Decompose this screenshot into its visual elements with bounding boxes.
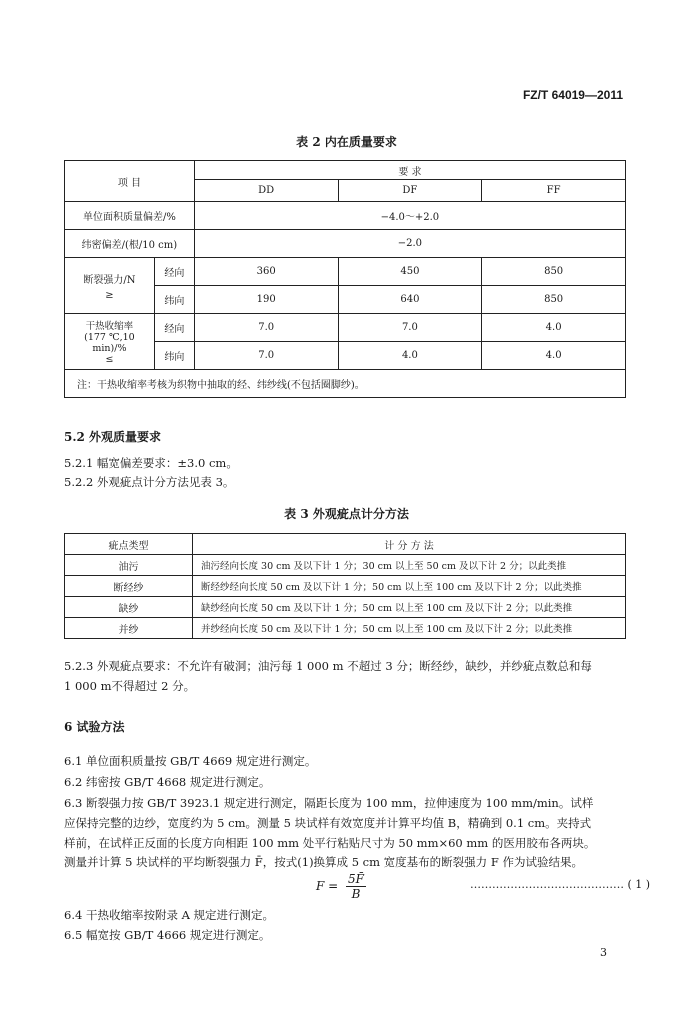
table-row (65, 618, 626, 639)
strength-label-text: 断裂强力/N (83, 274, 136, 286)
table3-col-method: 计 分 方 法 (193, 534, 626, 555)
shrink-value: 7.0 (194, 342, 338, 370)
table3-caption: 表 3 外观疵点计分方法 (284, 507, 409, 521)
strength-value: 850 (482, 286, 626, 314)
shrink-value: 7.0 (338, 314, 482, 342)
formula-number: ( 1 ) (627, 878, 651, 891)
direction-warp: 经向 (154, 258, 194, 286)
formula-leader (470, 878, 650, 891)
formula-fraction (346, 872, 366, 901)
mass-value: −4.0～+2.0 (194, 202, 625, 230)
table-row (65, 597, 626, 618)
table2-type: DF (338, 180, 482, 202)
formula-denominator: B (351, 887, 361, 901)
defect-type: 断经纱 (65, 576, 193, 597)
strength-value: 850 (482, 258, 626, 286)
strength-symbol: ≥ (105, 289, 114, 301)
strength-label (65, 258, 155, 314)
table2-note: 注：干热收缩率考核为织物中抽取的经、纬纱线(不包括圈脚纱)。 (65, 370, 626, 398)
para-6-3-line1: 6.3 断裂强力按 GB/T 3923.1 规定进行测定，隔距长度为 100 mm，拉伸速度为 100 mm/min。试样 (64, 796, 594, 810)
shrink-symbol: ≤ (105, 354, 114, 365)
defect-method: 油污经向长度 30 cm 及以下计 1 分；30 cm 以上至 50 cm 及以下计 2 分；以此类推 (193, 555, 626, 576)
formula-dots: …………………………………… (470, 878, 624, 891)
table2 (64, 160, 626, 398)
para-6-4: 6.4 干热收缩率按附录 A 规定进行测定。 (64, 908, 275, 922)
defect-method: 断经纱经向长度 50 cm 及以下计 1 分；50 cm 以上至 100 cm 及以下计 2 分；以此类推 (193, 576, 626, 597)
shrink-value: 7.0 (194, 314, 338, 342)
shrink-label (65, 314, 155, 370)
table-row (65, 576, 626, 597)
table3-col-type: 疵点类型 (65, 534, 193, 555)
section-5-2-heading: 5.2 外观质量要求 (64, 430, 162, 444)
para-6-3-line4: 测量并计算 5 块试样的平均断裂强力 F̄，按式(1)换算成 5 cm 宽度基布的断裂强力 F 作为试验结果。 (64, 855, 583, 869)
strength-value: 190 (194, 286, 338, 314)
para-6-2: 6.2 纬密按 GB/T 4668 规定进行测定。 (64, 775, 271, 789)
mass-label: 单位面积质量偏差/% (65, 202, 195, 230)
table3 (64, 533, 626, 639)
direction-warp: 经向 (154, 314, 194, 342)
table2-caption: 表 2 内在质量要求 (296, 135, 397, 149)
para-6-3-line2: 应保持完整的边纱，宽度约为 5 cm。测量 5 块试样有效宽度并计算平均值 B，精确到 0.1 cm。夹持式 (64, 816, 592, 830)
para-5-2-1: 5.2.1 幅宽偏差要求：±3.0 cm。 (64, 456, 238, 470)
para-6-1: 6.1 单位面积质量按 GB/T 4669 规定进行测定。 (64, 754, 317, 768)
shrink-value: 4.0 (482, 342, 626, 370)
section-6-heading: 6 试验方法 (64, 720, 125, 734)
para-6-5: 6.5 幅宽按 GB/T 4666 规定进行测定。 (64, 928, 271, 942)
strength-value: 450 (338, 258, 482, 286)
para-5-2-2: 5.2.2 外观疵点计分方法见表 3。 (64, 475, 235, 489)
para-5-2-3-line1: 5.2.3 外观疵点要求：不允许有破洞；油污每 1 000 m 不超过 3 分；断经纱，缺纱，并纱疵点数总和每 (64, 659, 592, 673)
formula-numerator: 5F̄ (348, 872, 364, 886)
formula-lhs: F = (316, 879, 339, 893)
defect-type: 油污 (65, 555, 193, 576)
strength-value: 360 (194, 258, 338, 286)
shrink-value: 4.0 (482, 314, 626, 342)
defect-type: 并纱 (65, 618, 193, 639)
shrink-label-line2: (177 ℃,10 min)/% (84, 332, 135, 354)
direction-weft: 纬向 (154, 342, 194, 370)
table2-type: DD (194, 180, 338, 202)
direction-weft: 纬向 (154, 286, 194, 314)
para-5-2-3-line2: 1 000 m不得超过 2 分。 (64, 679, 196, 693)
table2-col-req: 要 求 (194, 161, 625, 180)
table2-col-item: 项 目 (65, 161, 195, 202)
page-number: 3 (600, 946, 607, 959)
defect-type: 缺纱 (65, 597, 193, 618)
table-row (65, 555, 626, 576)
table2-type: FF (482, 180, 626, 202)
para-6-3-line3: 样前，在试样正反面的长度方向相距 100 mm 处平行粘贴尺寸为 50 mm×60 mm 的医用胶布各两块。 (64, 836, 596, 850)
strength-value: 640 (338, 286, 482, 314)
shrink-label-line1: 干热收缩率 (85, 321, 134, 332)
defect-method: 并纱经向长度 50 cm 及以下计 1 分；50 cm 以上至 100 cm 及以下计 2 分；以此类推 (193, 618, 626, 639)
density-value: −2.0 (194, 230, 625, 258)
formula-1 (316, 872, 366, 901)
standard-code: FZ/T 64019—2011 (522, 88, 623, 102)
defect-method: 缺纱经向长度 50 cm 及以下计 1 分；50 cm 以上至 100 cm 及以下计 2 分；以此类推 (193, 597, 626, 618)
density-label: 纬密偏差/(根/10 cm) (65, 230, 195, 258)
shrink-value: 4.0 (338, 342, 482, 370)
